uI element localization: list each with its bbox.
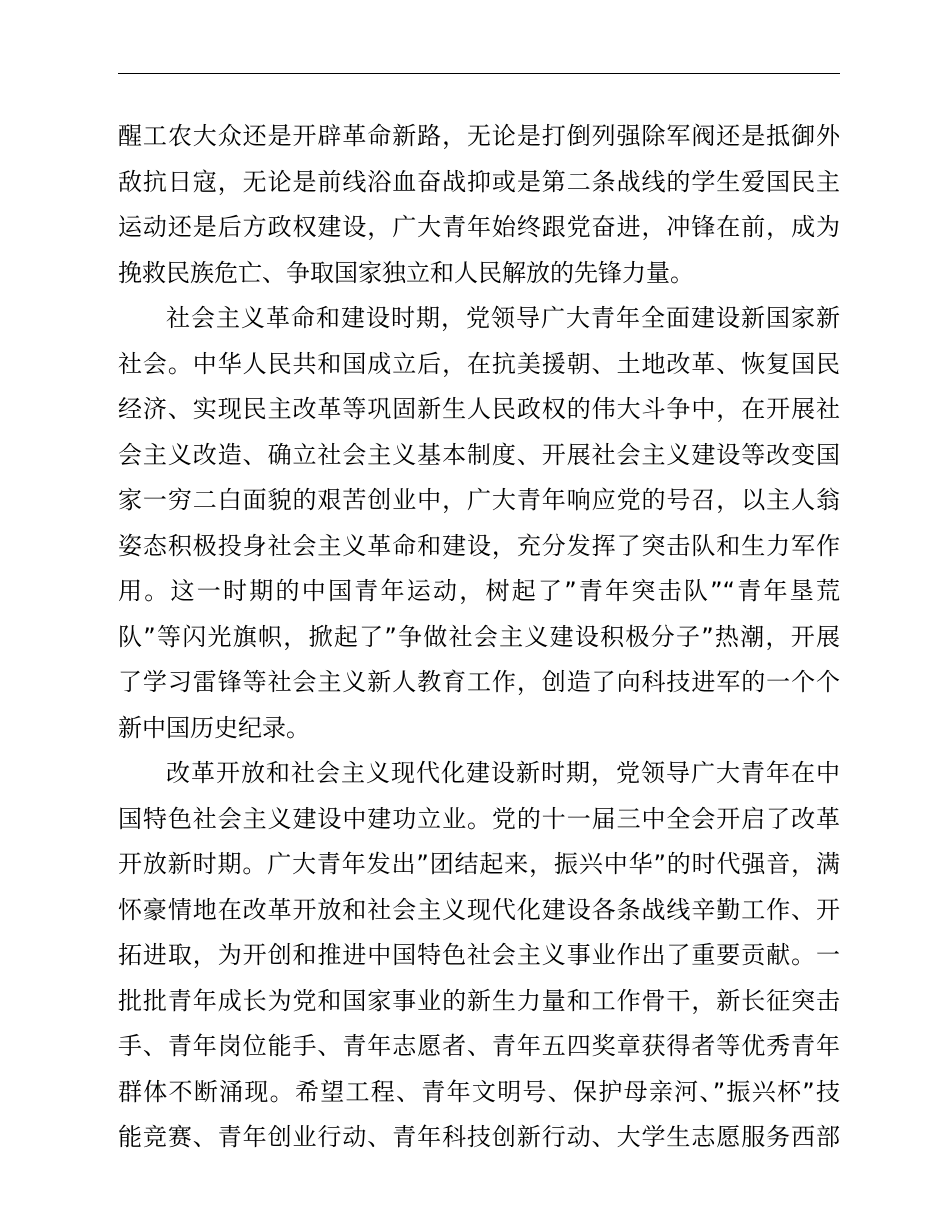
text-line: 运动还是后方政权建设，广大青年始终跟党奋进，冲锋在前，成为 [118, 213, 840, 241]
text-line: 经济、实现民主改革等巩固新生人民政权的伟大斗争中，在开展社 [118, 395, 840, 423]
text-line: 醒工农大众还是开辟革命新路，无论是打倒列强除军阀还是抵御外 [118, 122, 840, 150]
text-line: 队”等闪光旗帜，掀起了”争做社会主义建设积极分子”热潮，开展 [118, 622, 840, 651]
text-line: 新中国历史纪录。 [118, 713, 310, 742]
text-line: 手、青年岗位能手、青年志愿者、青年五四奖章获得者等优秀青年 [118, 1032, 840, 1060]
header-rule [118, 73, 840, 74]
text-line: 群体不断涌现。希望工程、青年文明号、保护母亲河、”振兴杯”技 [118, 1077, 840, 1106]
text-line: 国特色社会主义建设中建功立业。党的十一届三中全会开启了改革 [118, 804, 840, 833]
text-line: 能竞赛、青年创业行动、青年科技创新行动、大学生志愿服务西部 [118, 1123, 840, 1151]
text-line: 拓进取，为开创和推进中国特色社会主义事业作出了重要贡献。一 [118, 941, 840, 969]
text-line: 批批青年成长为党和国家事业的新生力量和工作骨干，新长征突击 [118, 986, 840, 1015]
text-line: 开放新时期。广大青年发出”团结起来，振兴中华”的时代强音，满 [118, 850, 840, 878]
text-line: 姿态积极投身社会主义革命和建设，充分发挥了突击队和生力军作 [118, 531, 840, 560]
text-line: 了学习雷锋等社会主义新人教育工作，创造了向科技进军的一个个 [118, 668, 840, 696]
text-line: 用。这一时期的中国青年运动，树起了”青年突击队”“青年垦荒 [118, 577, 840, 605]
text-line: 家一穷二白面貌的艰苦创业中，广大青年响应党的号召，以主人翁 [118, 486, 840, 514]
text-line: 挽救民族危亡、争取国家独立和人民解放的先锋力量。 [118, 258, 694, 287]
paragraph-start-line: 社会主义革命和建设时期，党领导广大青年全面建设新国家新 [166, 304, 840, 332]
text-line: 会主义改造、确立社会主义基本制度、开展社会主义建设等改变国 [118, 440, 840, 469]
paragraph-start-line: 改革开放和社会主义现代化建设新时期，党领导广大青年在中 [166, 759, 840, 787]
text-line: 社会。中华人民共和国成立后，在抗美援朝、土地改革、恢复国民 [118, 349, 840, 378]
text-line: 敌抗日寇，无论是前线浴血奋战抑或是第二条战线的学生爱国民主 [118, 167, 840, 196]
text-line: 怀豪情地在改革开放和社会主义现代化建设各条战线辛勤工作、开 [118, 895, 840, 924]
body-text [118, 114, 840, 1161]
